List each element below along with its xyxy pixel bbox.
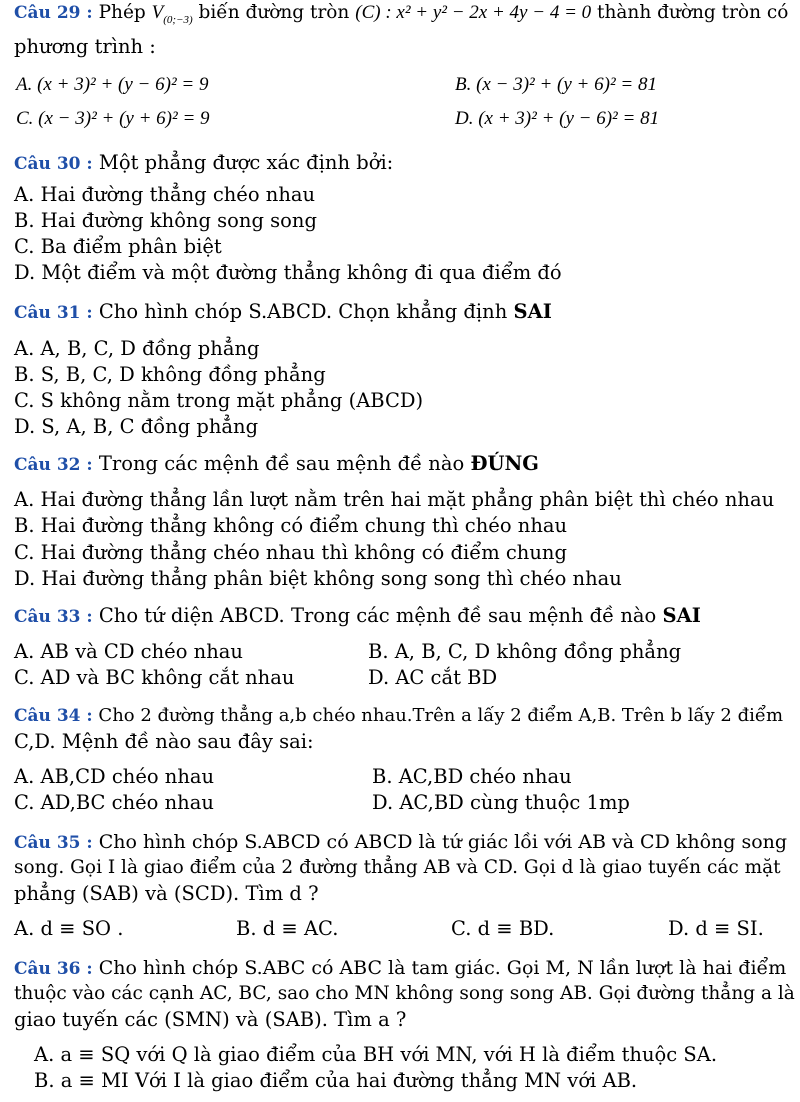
question-36 <box>14 955 786 982</box>
question-29-text-a: Phép <box>98 2 146 23</box>
question-35-text: Cho hình chóp S.ABCD có ABCD là tứ giác lồi với AB và CD không song <box>98 831 788 853</box>
question-32 <box>14 451 539 478</box>
translation-V: V <box>151 2 164 23</box>
q29-option-a: A. (x + 3)² + (y − 6)² = 9 <box>16 74 209 95</box>
question-29-text-b: biến đường tròn <box>198 2 350 23</box>
q34-option-b: B. AC,BD chéo nhau <box>372 765 572 788</box>
q35-option-c: C. d ≡ BD. <box>451 917 555 940</box>
q30-option-b: B. Hai đường không song song <box>14 209 317 232</box>
q36-option-a: A. a ≡ SQ với Q là giao điểm của BH với MN, với H là điểm thuộc SA. <box>34 1043 718 1066</box>
q33-option-c: C. AD và BC không cắt nhau <box>14 666 295 689</box>
question-35-line3: phẳng (SAB) và (SCD). Tìm d ? <box>14 882 319 905</box>
q29-option-c: C. (x − 3)² + (y + 6)² = 9 <box>16 108 210 129</box>
question-30-label: Câu 30 : <box>14 154 93 174</box>
question-33 <box>14 603 701 630</box>
question-36-line3: giao tuyến các (SMN) và (SAB). Tìm a ? <box>14 1008 407 1031</box>
q34-option-d: D. AC,BD cùng thuộc 1mp <box>372 791 630 814</box>
q29-option-b: B. (x − 3)² + (y + 6)² = 81 <box>455 74 657 95</box>
q36-option-b: B. a ≡ MI Với I là giao điểm của hai đường thẳng MN với AB. <box>34 1069 638 1092</box>
question-36-line2: thuộc vào các cạnh AC, BC, sao cho MN không song song AB. Gọi đường thẳng a là <box>14 983 795 1004</box>
q32-option-a: A. Hai đường thẳng lần lượt nằm trên hai mặt phẳng phân biệt thì chéo nhau <box>14 488 775 511</box>
translation-vector: (0;−3) <box>163 14 193 26</box>
q31-option-a: A. A, B, C, D đồng phẳng <box>14 337 260 360</box>
question-32-text: Trong các mệnh đề sau mệnh đề nào <box>98 452 465 475</box>
q32-option-c: C. Hai đường thẳng chéo nhau thì không có điểm chung <box>14 541 567 564</box>
question-31-label: Câu 31 : <box>14 303 93 323</box>
question-31 <box>14 299 552 326</box>
q31-option-b: B. S, B, C, D không đồng phẳng <box>14 363 326 386</box>
q33-option-b: B. A, B, C, D không đồng phẳng <box>368 640 682 663</box>
question-36-text: Cho hình chóp S.ABC có ABC là tam giác. Gọi M, N lần lượt là hai điểm <box>98 957 787 979</box>
circle-equation: (C) : x² + y² − 2x + 4y − 4 = 0 <box>355 2 592 23</box>
question-29-text-c: thành đường tròn có <box>597 2 789 23</box>
q35-option-d: D. d ≡ SI. <box>668 917 764 940</box>
question-34-label: Câu 34 : <box>14 706 93 726</box>
question-29 <box>14 0 788 33</box>
question-33-label: Câu 33 : <box>14 607 93 627</box>
question-32-keyword: ĐÚNG <box>470 452 539 475</box>
q33-option-a: A. AB và CD chéo nhau <box>14 640 243 663</box>
q34-option-a: A. AB,CD chéo nhau <box>14 765 215 788</box>
q31-option-d: D. S, A, B, C đồng phẳng <box>14 415 259 438</box>
question-30 <box>14 150 393 177</box>
question-33-keyword: SAI <box>662 604 701 627</box>
question-36-label: Câu 36 : <box>14 959 93 979</box>
translation-symbol <box>151 2 193 26</box>
question-35-label: Câu 35 : <box>14 833 93 853</box>
q31-option-c: C. S không nằm trong mặt phẳng (ABCD) <box>14 389 424 412</box>
question-29-label: Câu 29 : <box>14 3 93 23</box>
question-33-text: Cho tứ diện ABCD. Trong các mệnh đề sau mệnh đề nào <box>98 604 657 627</box>
question-32-label: Câu 32 : <box>14 455 93 475</box>
question-35 <box>14 829 787 856</box>
q34-option-c: C. AD,BC chéo nhau <box>14 791 214 814</box>
q29-option-d: D. (x + 3)² + (y − 6)² = 81 <box>455 108 660 129</box>
question-34-line2: C,D. Mệnh đề nào sau đây sai: <box>14 730 314 753</box>
question-30-text: Một phẳng được xác định bởi: <box>98 151 394 174</box>
question-29-line2: phương trình : <box>14 35 156 58</box>
question-34-text: Cho 2 đường thẳng a,b chéo nhau.Trên a lấy 2 điểm A,B. Trên b lấy 2 điểm <box>98 705 784 726</box>
q32-option-b: B. Hai đường thẳng không có điểm chung thì chéo nhau <box>14 514 568 537</box>
q30-option-a: A. Hai đường thẳng chéo nhau <box>14 183 316 206</box>
q32-option-d: D. Hai đường thẳng phân biệt không song song thì chéo nhau <box>14 567 622 590</box>
q33-option-d: D. AC cắt BD <box>368 666 498 689</box>
question-31-keyword: SAI <box>513 300 552 323</box>
question-31-text: Cho hình chóp S.ABCD. Chọn khẳng định <box>98 300 508 323</box>
q35-option-a: A. d ≡ SO . <box>14 917 124 940</box>
q30-option-c: C. Ba điểm phân biệt <box>14 235 222 258</box>
q30-option-d: D. Một điểm và một đường thẳng không đi qua điểm đó <box>14 261 562 284</box>
q35-option-b: B. d ≡ AC. <box>236 917 339 940</box>
question-35-line2: song. Gọi I là giao điểm của 2 đường thẳng AB và CD. Gọi d là giao tuyến các mặt <box>14 857 781 878</box>
question-34 <box>14 703 783 729</box>
